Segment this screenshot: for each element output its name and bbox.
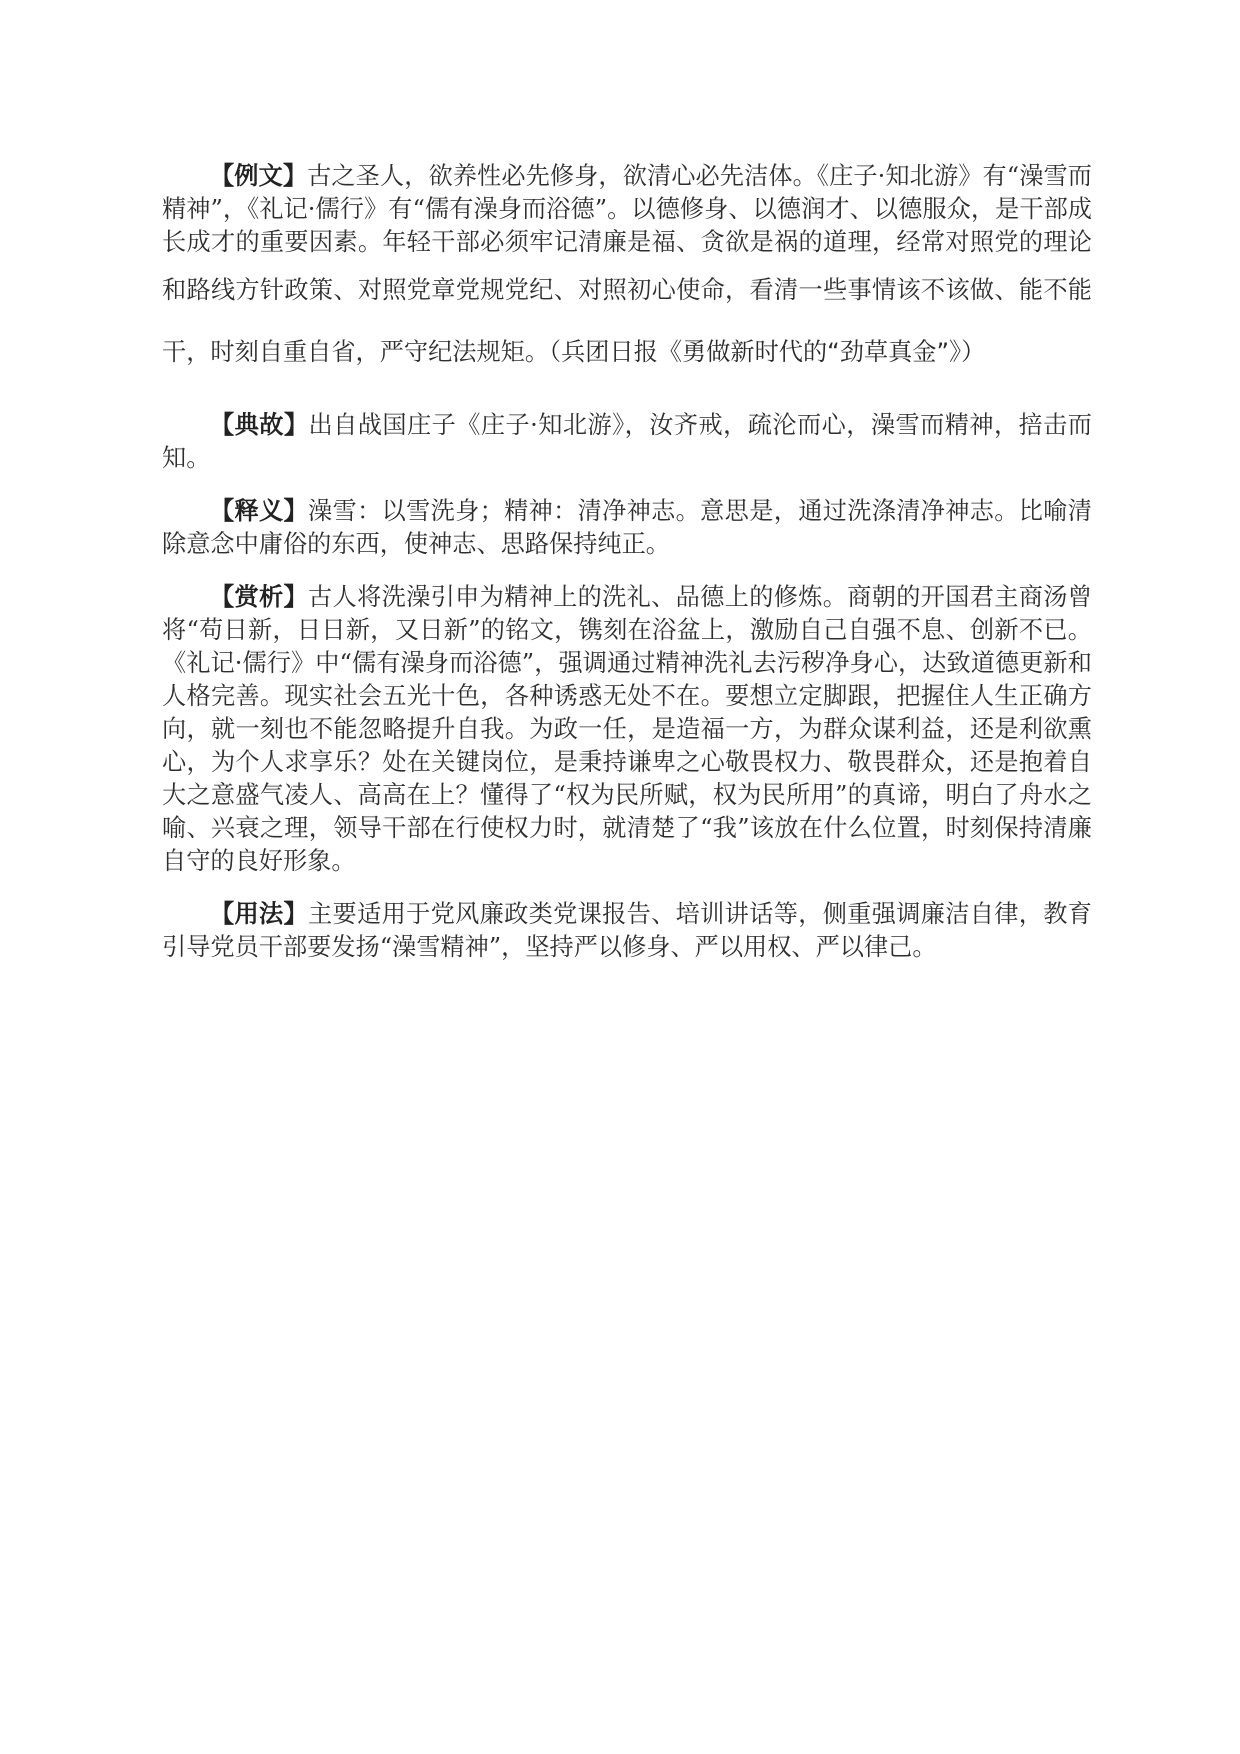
- example-paragraph: [162, 160, 1092, 383]
- allusion-paragraph: [162, 409, 1092, 475]
- analysis-paragraph: [162, 581, 1092, 878]
- usage-text: 主要适用于党风廉政类党课报告、培训讲话等，侧重强调廉洁自律，教育引导党员干部要发扬“澡雪精神”，坚持严以修身、严以用权、严以律己。: [162, 900, 1092, 961]
- meaning-text: 澡雪：以雪洗身；精神：清净神志。意思是，通过洗涤清净神志。比喻清除意念中庸俗的东西，使神志、思路保持纯正。: [162, 497, 1092, 558]
- allusion-text: 出自战国庄子《庄子·知北游》，汝齐戒，疏沦而心，澡雪而精神，掊击而知。: [162, 411, 1092, 472]
- example-text: 古之圣人，欲养性必先修身，欲清心必先洁体。《庄子·知北游》有“澡雪而精神”，《礼记·儒行》有“儒有澡身而浴德”。以德修身、以德润才、以德服众，是干部成长成才的重要因素。年轻干部必须牢记清廉是福、贪欲是祸的道理，经常对照党的理论和路线方针政策、对照党章党规党纪、对照初心使命，看清一些事: [162, 162, 1092, 304]
- analysis-text: 古人将洗澡引申为精神上的洗礼、品德上的修炼。商朝的开国君主商汤曾将“苟日新，日日新，又日新”的铭文，镌刻在浴盆上，激励自己自强不息、创新不已。《礼记·儒行》中“儒有澡身而浴德”，强调通过精神洗礼去污秽净身心，达致道德更新和人格完善。现实社会五光十色，各种诱惑无处不在。要想立定脚跟，把握住人生正确方向，就一刻也不能忽略提升自我。为政一任，是造福一方，为群众谋利益，还是利欲熏心，为个人求享乐？处在关键岗位，是秉持谦卑之心敬畏权力、敬畏群众，还是抱着自大之意盛气凌人、高高在上？懂得了“权为民所赋，权为民所用”的真谛，明白了舟水之喻、兴衰之理，领导干部在行使权力时，就清楚了“我”该放在什么位置，时刻保持清廉自守的良好形象。: [162, 583, 1092, 875]
- analysis-tag: 【赏析】: [210, 583, 309, 611]
- usage-paragraph: [162, 898, 1092, 964]
- example-tag: 【例文】: [210, 162, 308, 190]
- allusion-tag: 【典故】: [210, 411, 309, 439]
- usage-tag: 【用法】: [210, 900, 309, 928]
- meaning-paragraph: [162, 495, 1092, 561]
- example-text-tail: 情该不该做、能不能干，时刻自重自省，严守纪法规矩。: [162, 276, 1092, 366]
- example-source: （兵团日报《勇做新时代的“劲草真金”》）: [549, 338, 986, 366]
- meaning-tag: 【释义】: [210, 497, 309, 525]
- document-body: [162, 160, 1092, 964]
